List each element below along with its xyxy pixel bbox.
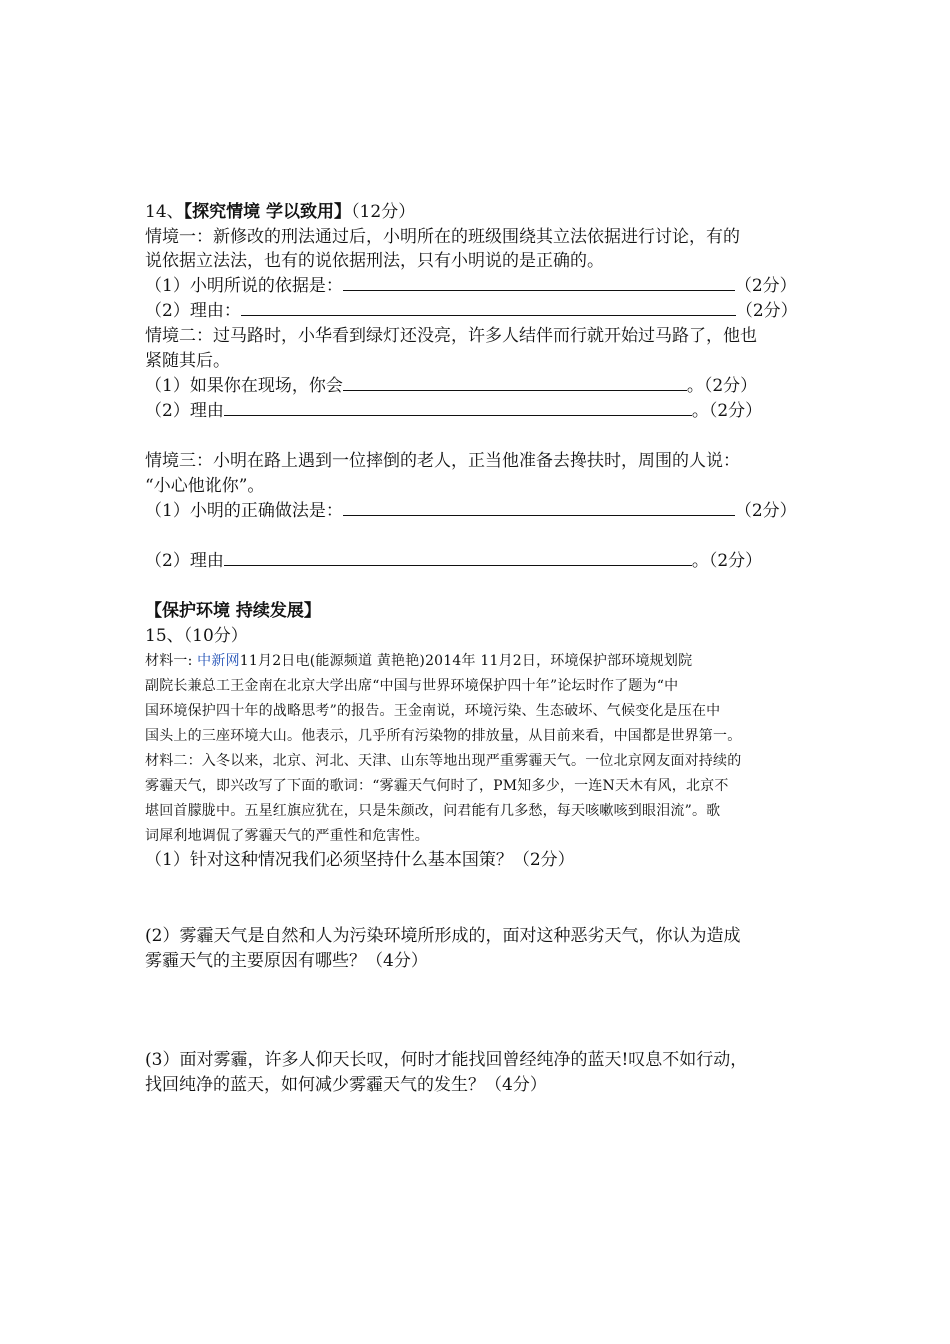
- answer-blank[interactable]: [241, 299, 736, 316]
- material-text: 11月2日电(能源频道 黄艳艳)2014年 11月2日，环境保护部环境规划院: [239, 653, 693, 669]
- q15-question2-line2: 雾霾天气的主要原因有哪些？（4分）: [145, 951, 428, 971]
- answer-blank[interactable]: [224, 549, 692, 566]
- question-text: （1）小明所说的依据是：: [145, 276, 343, 296]
- scenario3-line2: “小心他讹你”。: [145, 476, 265, 496]
- answer-blank[interactable]: [343, 499, 735, 516]
- q14-title: 【探究情境 学以致用】: [183, 202, 352, 222]
- question-score: 。（2分）: [686, 376, 758, 396]
- question-score: 。（2分）: [691, 401, 763, 421]
- material2-line1: 材料二：入冬以来，北京、河北、天津、山东等地出现严重雾霾天气。一位北京网友面对持续的: [145, 753, 742, 769]
- scenario3-question1: [145, 499, 797, 523]
- q14-score: （12分）: [351, 202, 416, 222]
- material1-line1: [145, 649, 692, 673]
- question-text: （1）如果你在现场，你会: [145, 376, 343, 396]
- question-score: （2分）: [735, 301, 798, 321]
- answer-blank[interactable]: [224, 399, 692, 416]
- q14-heading: [145, 200, 415, 224]
- scenario2-question2: [145, 399, 762, 423]
- q15-question2-line1: (2）雾霾天气是自然和人为污染环境所形成的，面对这种恶劣天气，你认为造成: [145, 926, 741, 946]
- q15-heading: 15、（10分）: [145, 626, 248, 646]
- q15-question1: （1）针对这种情况我们必须坚持什么基本国策？（2分）: [145, 850, 575, 870]
- scenario1-line2: 说依据立法法，也有的说依据刑法，只有小明说的是正确的。: [145, 251, 604, 271]
- scenario1-line1: 情境一：新修改的刑法通过后，小明所在的班级围绕其立法依据进行讨论，有的: [145, 227, 740, 247]
- answer-blank[interactable]: [343, 374, 687, 391]
- question-score: （2分）: [734, 276, 797, 296]
- scenario2-line2: 紧随其后。: [145, 351, 230, 371]
- answer-blank[interactable]: [343, 274, 735, 291]
- material1-line4: 国头上的三座环境大山。他表示，几乎所有污染物的排放量，从目前来看，中国都是世界第一。: [145, 728, 742, 744]
- question-score: （2分）: [734, 501, 797, 521]
- material-label: 材料一:: [145, 653, 198, 669]
- material1-line3: 国环境保护四十年的战略思考”的报告。王金南说，环境污染、生态破坏、气候变化是压在中: [145, 703, 721, 719]
- question-score: 。（2分）: [691, 551, 763, 571]
- scenario2-question1: [145, 374, 757, 398]
- question-text: （2）理由: [145, 401, 224, 421]
- scenario1-question2: [145, 299, 798, 323]
- material1-line2: 副院长兼总工王金南在北京大学出席“中国与世界环境保护四十年”论坛时作了题为“中: [145, 678, 679, 694]
- q15-question3-line1: (3）面对雾霾，许多人仰天长叹，何时才能找回曾经纯净的蓝天!叹息不如行动，: [145, 1050, 748, 1070]
- q15-question3-line2: 找回纯净的蓝天，如何减少雾霾天气的发生？（4分）: [145, 1075, 547, 1095]
- material2-line4: 词犀利地调侃了雾霾天气的严重性和危害性。: [145, 828, 429, 844]
- question-text: （1）小明的正确做法是：: [145, 501, 343, 521]
- scenario3-question2: [145, 549, 762, 573]
- question-text: （2）理由: [145, 551, 224, 571]
- scenario2-line1: 情境二：过马路时，小华看到绿灯还没亮，许多人结伴而行就开始过马路了，他也: [145, 326, 757, 346]
- section-title: 【保护环境 持续发展】: [145, 601, 321, 621]
- question-text: （2）理由：: [145, 301, 241, 321]
- q14-number: 14、: [145, 202, 184, 222]
- material2-line3: 堪回首朦胧中。五星红旗应犹在，只是朱颜改，问君能有几多愁，每天咳嗽咳到眼泪流”。歌: [145, 803, 721, 819]
- scenario1-question1: [145, 274, 797, 298]
- scenario3-line1: 情境三：小明在路上遇到一位摔倒的老人，正当他准备去搀扶时，周围的人说：: [145, 451, 740, 471]
- material2-line2: 雾霾天气，即兴改写了下面的歌词：“雾霾天气何时了，PM知多少，一连N天木有风，北京不: [145, 778, 729, 794]
- chinanews-link[interactable]: 中新网: [197, 653, 240, 669]
